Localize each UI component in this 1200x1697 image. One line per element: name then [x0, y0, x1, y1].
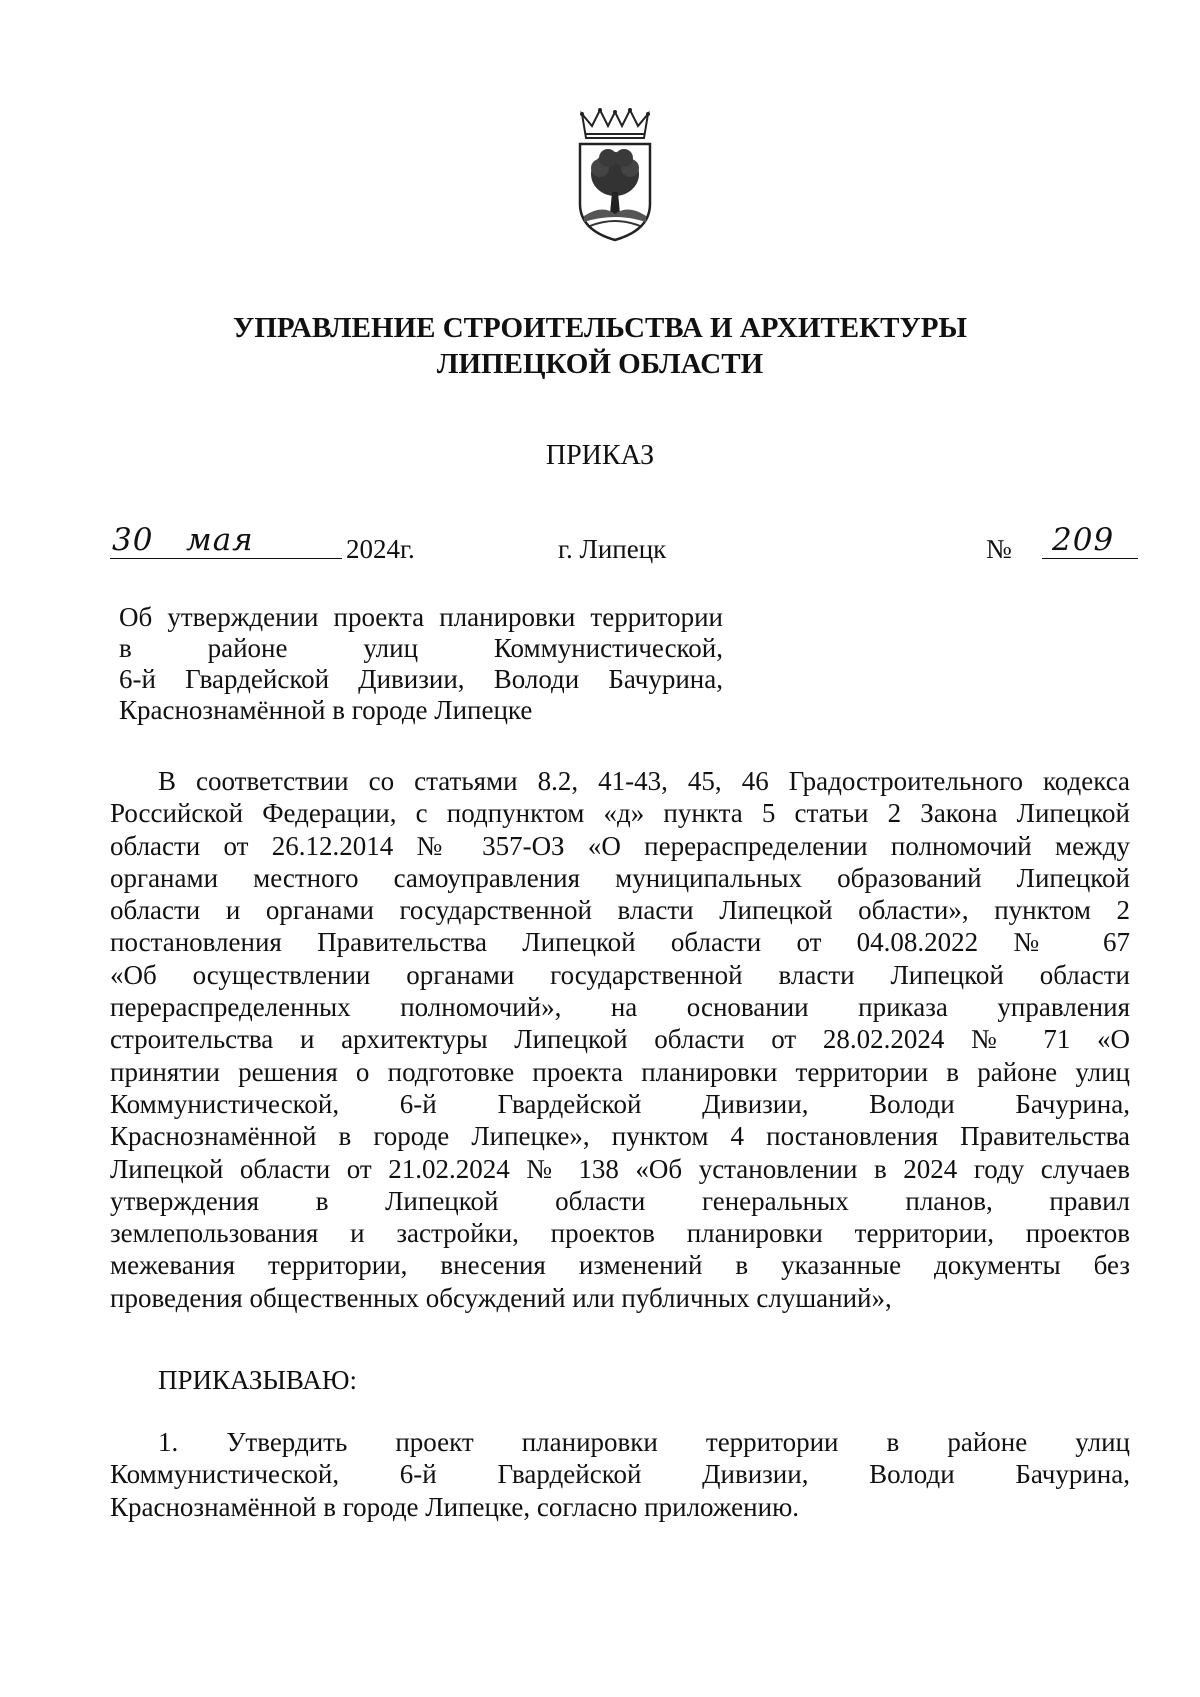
date-month-handwritten: мая — [186, 522, 254, 558]
preamble-line: В соответствии со статьями 8.2, 41-43, 45, 46 Градостроительного кодекса — [158, 766, 1130, 796]
preamble-line: Коммунистической, 6-й Гвардейской Дивизии, Володи Бачурина, — [110, 1088, 1130, 1119]
org-line-1: УПРАВЛЕНИЕ СТРОИТЕЛЬСТВА И АРХИТЕКТУРЫ — [233, 312, 967, 344]
preamble-line: Российской Федерации, с подпунктом «д» пункта 5 статьи 2 Закона Липецкой — [110, 798, 1130, 829]
subject-line: 6-й Гвардейской Дивизии, Володи Бачурина, — [119, 664, 723, 694]
date-day-handwritten: 30 — [112, 522, 154, 558]
subject-line: Краснознамённой в городе Липецке — [119, 695, 533, 725]
item-line: Коммунистической, 6-й Гвардейской Дивизии, Володи Бачурина, — [110, 1459, 1130, 1490]
order-word: ПРИКАЗЫВАЮ: — [158, 1365, 357, 1395]
date-number-line — [110, 522, 1130, 572]
preamble-paragraph — [110, 765, 1130, 1314]
preamble-line: принятии решения о подготовке проекта планировки территории в районе улиц — [110, 1056, 1130, 1087]
document-type: ПРИКАЗ — [545, 440, 655, 471]
preamble-line: области и органами государственной власти Липецкой области», пунктом 2 — [110, 895, 1130, 926]
item-line: 1. Утвердить проект планировки территории в районе улиц — [158, 1427, 1130, 1457]
number-underline — [1042, 558, 1138, 559]
preamble-line: строительства и архитектуры Липецкой области от 28.02.2024 № 71 «О — [110, 1024, 1130, 1055]
preamble-line: постановления Правительства Липецкой области от 04.08.2022 № 67 — [110, 927, 1130, 958]
preamble-line: «Об осуществлении органами государственной власти Липецкой области — [110, 959, 1130, 990]
preamble-line: утверждения в Липецкой области генеральных планов, правил — [110, 1185, 1130, 1216]
document-subject — [119, 602, 723, 726]
number-sign: № — [986, 534, 1012, 564]
preamble-line: землепользования и застройки, проектов планировки территории, проектов — [110, 1218, 1130, 1249]
coat-of-arms-icon — [572, 108, 658, 242]
subject-line: Об утверждении проекта планировки территории — [119, 602, 723, 632]
date-year: 2024г. — [346, 534, 415, 564]
preamble-line: Краснознамённой в городе Липецке», пунктом 4 постановления Правительства — [110, 1121, 1130, 1152]
preamble-line: органами местного самоуправления муниципальных образований Липецкой — [110, 862, 1130, 893]
item-line: Краснознамённой в городе Липецке, согласно приложению. — [110, 1491, 799, 1522]
org-line-2: ЛИПЕЦКОЙ ОБЛАСТИ — [436, 348, 764, 380]
preamble-line: проведения общественных обсуждений или публичных слушаний», — [110, 1282, 892, 1313]
preamble-line: области от 26.12.2014 № 357-ОЗ «О перераспределении полномочий между — [110, 830, 1130, 861]
preamble-line: перераспределенных полномочий», на основании приказа управления — [110, 992, 1130, 1023]
subject-line: в районе улиц Коммунистической, — [119, 633, 723, 663]
order-item-1 — [110, 1426, 1130, 1523]
document-number-handwritten: 209 — [1052, 522, 1115, 558]
preamble-line: Липецкой области от 21.02.2024 № 138 «Об установлении в 2024 году случаев — [110, 1153, 1130, 1184]
preamble-line: межевания территории, внесения изменений в указанные документы без — [110, 1250, 1130, 1281]
city: г. Липецк — [558, 534, 667, 564]
organization-name — [0, 310, 1200, 382]
date-underline — [110, 558, 342, 559]
